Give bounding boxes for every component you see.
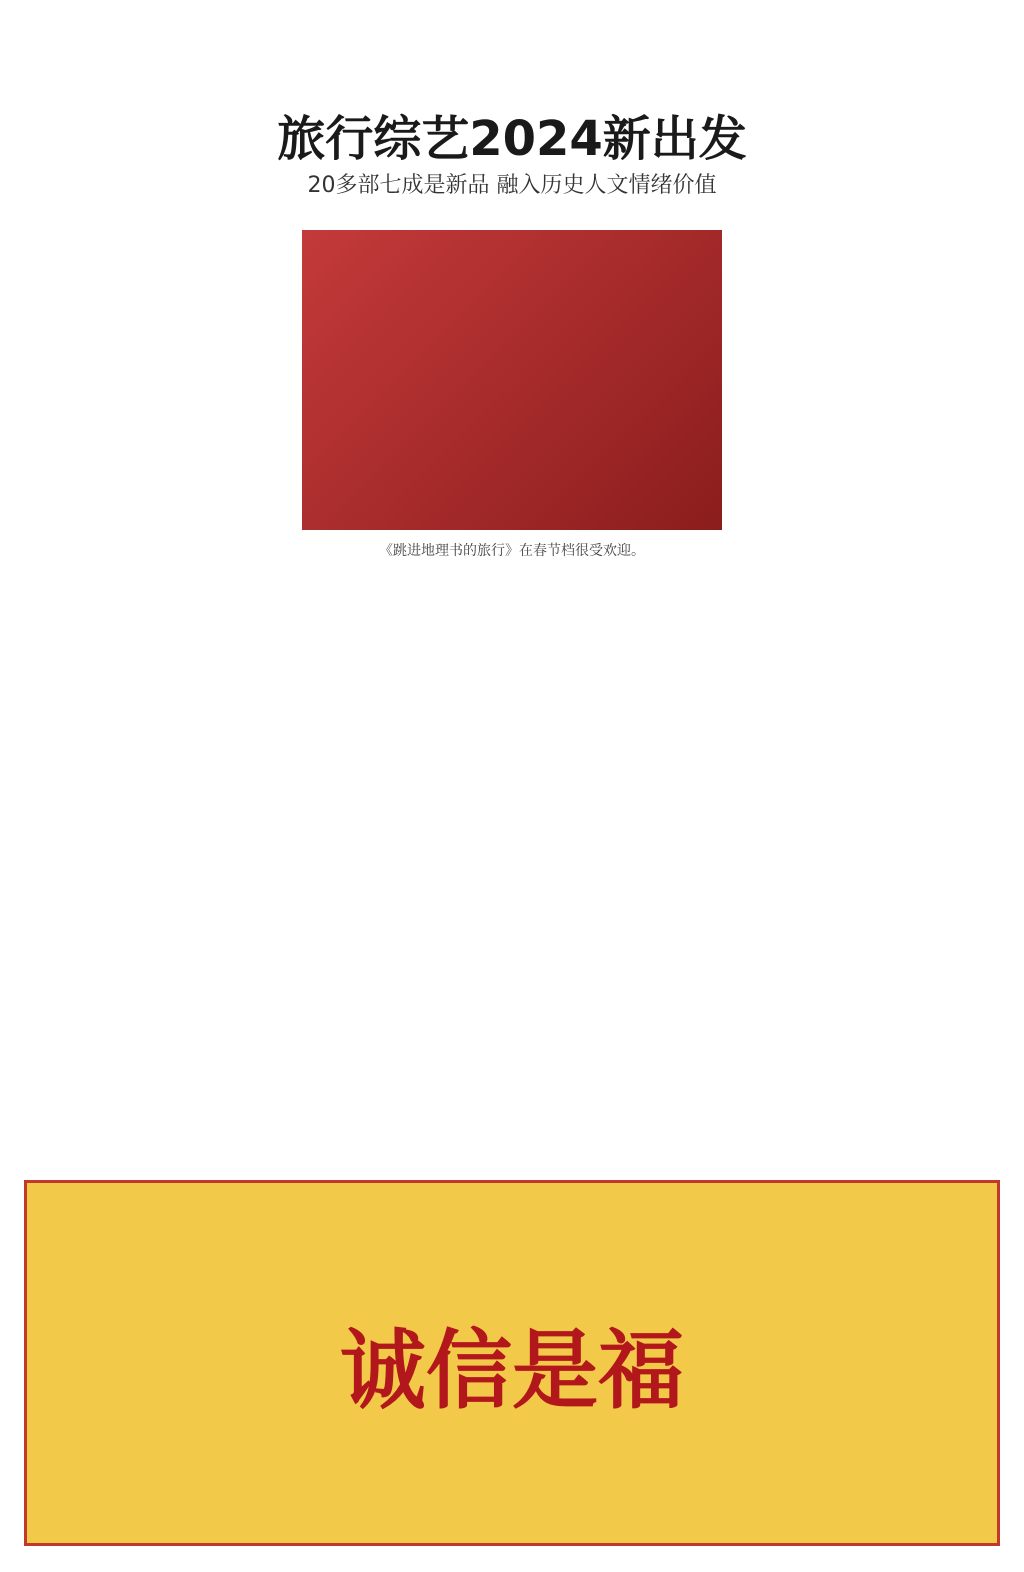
photo-caption: 《跳进地理书的旅行》在春节档很受欢迎。 [379,543,645,559]
page-title: 旅行综艺2024新出发 [277,111,747,167]
photo [302,230,722,530]
page-subtitle: 20多部七成是新品 融入历史人文情绪价值 [307,173,717,198]
banner-text: 诚信是福 [340,1321,684,1421]
banner [24,1180,1000,1546]
